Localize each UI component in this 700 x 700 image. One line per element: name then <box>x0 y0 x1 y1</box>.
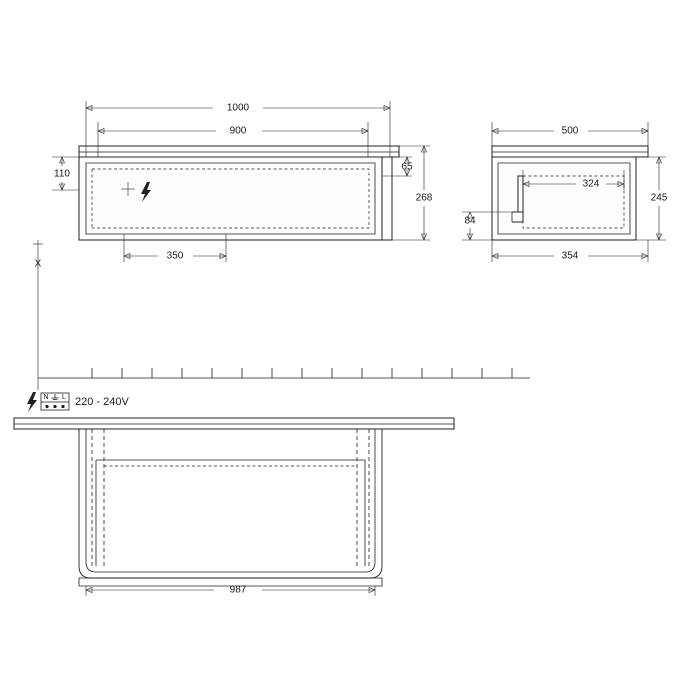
dim-inner-width: 900 <box>229 125 247 137</box>
voltage-label: 220 - 240V <box>75 395 129 408</box>
dim-left-height: 110 <box>54 168 70 180</box>
terminal-label-n: N <box>43 393 49 401</box>
dim-top-inner-width: 987 <box>229 584 247 596</box>
lightning-bolt-icon-2 <box>27 392 37 412</box>
dim-overall-height: 268 <box>415 192 433 204</box>
dim-drawer-width: 350 <box>166 250 184 262</box>
dim-overall-width: 1000 <box>226 102 250 114</box>
terminal-label-l: L <box>62 393 66 401</box>
dim-overall-depth: 500 <box>561 125 579 137</box>
marker-x-label: X <box>34 258 42 270</box>
dim-inner-depth: 324 <box>582 178 600 190</box>
dim-base-offset: 84 <box>464 215 476 227</box>
dim-bottom-depth: 354 <box>561 250 579 262</box>
front-elevation-view <box>33 101 430 390</box>
dim-side-height: 245 <box>650 192 668 204</box>
side-elevation-view <box>462 122 666 262</box>
dim-top-offset: 65 <box>401 161 413 173</box>
